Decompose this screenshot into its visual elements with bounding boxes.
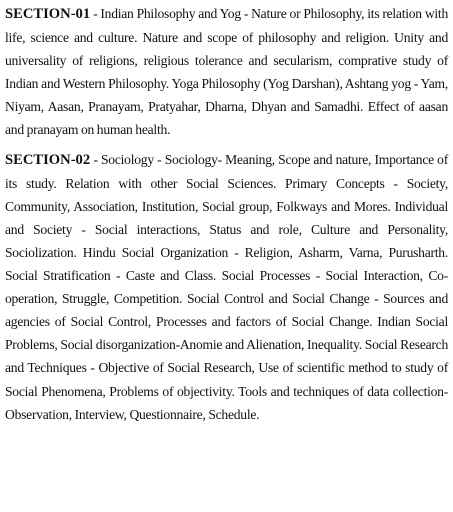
section-01-paragraph [5, 2, 448, 142]
section-01-body: - Indian Philosophy and Yog - Nature or Philosophy, its relation with life, science and culture. Nature and scope of philosophy and religion. Unity and universality of religions, religious tolerance and secularism, comprative study of Indian and Western Philosophy. Yoga Philosophy (Yog Darshan), Ashtang yog - Yam, Niyam, Aasan, Pranayam, Pratyahar, Dharna, Dhyan and Samadhi. Effect of aasan and pranayam on human health. [5, 6, 448, 138]
section-02-heading: SECTION-02 [5, 151, 91, 168]
section-02-body: - Sociology - Sociology- Meaning, Scope and nature, Importance of its study. Relation with other Social Sciences. Primary Concepts - Society, Community, Association, Institution, Social group, Folkways and Mores. Individual and Society - Social interactions, Status and role, Culture and Personality, Sociolization. Hindu Social Organization - Religion, Asharm, Varna, Purusharth. Social Stratification - Caste and Class. Social Processes - Social Interaction, Co-operation, Struggle, Competition. Social Control and Social Change - Sources and agencies of Social Control, Processes and factors of Social Change. Indian Social Problems, Social disorganization-Anomie and Alienation, Inequality. Social Research and Techniques - Objective of Social Research, Use of scientific method to study of Social Phenomena, Problems of objectivity. Tools and techniques of data collection-Observation, Interview, Questionnaire, Schedule. [5, 151, 448, 422]
section-01-heading: SECTION-01 [5, 6, 91, 22]
section-02-paragraph [5, 148, 448, 426]
